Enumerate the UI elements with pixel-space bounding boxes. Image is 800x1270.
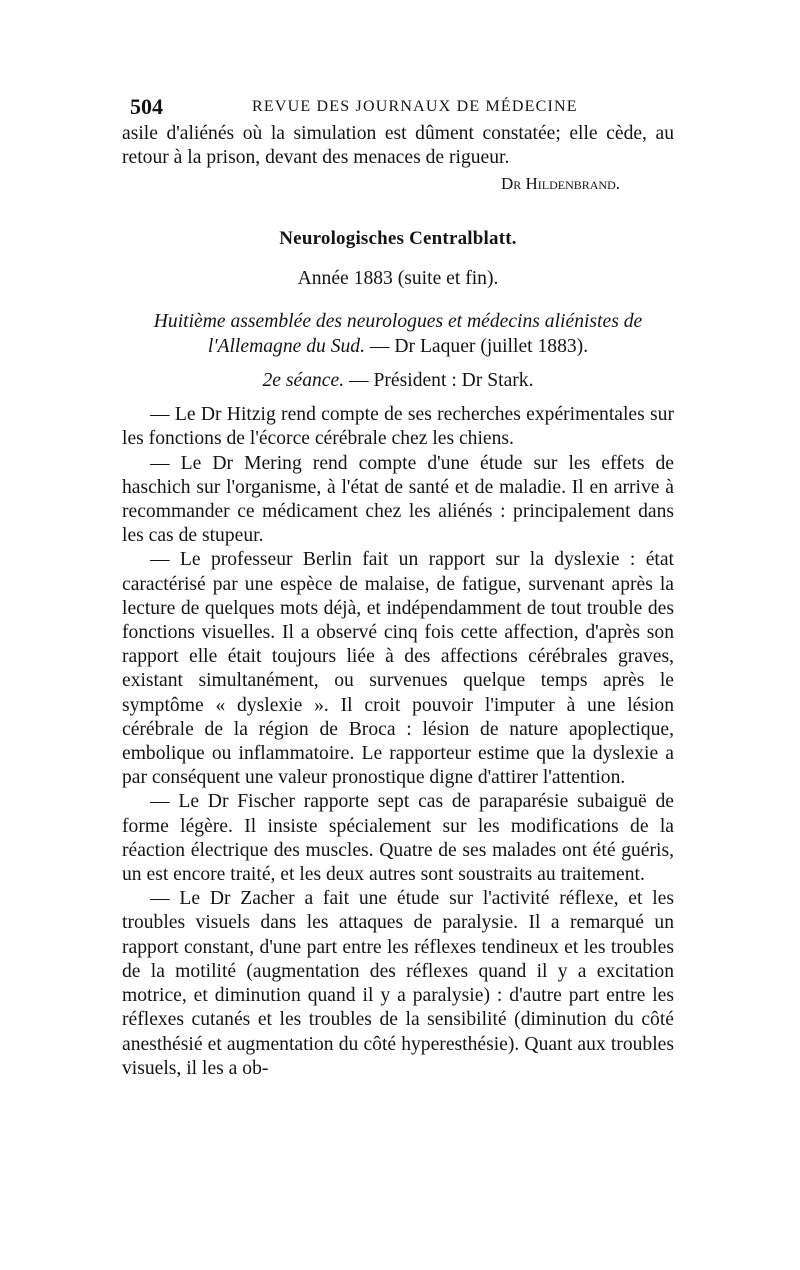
assembly-title: Huitième assemblée des neurologues et médecins aliénistes de l'Allemagne du Sud. — [153, 311, 643, 358]
session-president: — Président : Dr Stark. — [344, 370, 534, 392]
page-body — [122, 122, 674, 1081]
section-title: Neurologisches Centralblatt. — [279, 227, 517, 249]
previous-article-ending: asile d'aliénés où la simulation est dûment constatée; elle cède, au retour à la prison, devant des menaces de rigueur. — [122, 123, 674, 169]
previous-article-signature: Dr Hildenbrand. — [500, 174, 620, 194]
running-head — [130, 94, 674, 120]
paragraph-mering: — Le Dr Mering rend compte d'une étude sur les effets de haschich sur l'organisme, à l'état de santé et de maladie. Il en arrive à recommander ce médicament chez les aliénés : principalement dans les cas de stupeur. — [122, 452, 674, 547]
journal-title: REVUE DES JOURNAUX DE MÉDECINE — [252, 98, 578, 115]
assembly-reporter: — Dr Laquer (juillet 1883). — [365, 336, 589, 358]
assembly-heading — [122, 309, 674, 359]
paragraph-zacher: — Le Dr Zacher a fait une étude sur l'activité réflexe, et les troubles visuels dans les attaques de paralysie. Il a remarqué un rapport constant, d'une part entre les réflexes tendineux et les troubles de la motilité (augmentation des réflexes quand il y a excitation motrice, et diminution quand il y a paralysie) : d'autre part entre les réflexes cutanés et les troubles de la sensibilité (diminution du côté anesthésié et augmentation du côté hyperesthésie). Quant aux troubles visuels, il les a ob- — [122, 888, 674, 1079]
session-heading — [122, 369, 674, 393]
paragraph-hitzig: — Le Dr Hitzig rend compte de ses recherches expérimentales sur les fonctions de l'écorce cérébrale chez les chiens. — [122, 404, 674, 450]
session-number: 2e séance. — [262, 370, 345, 392]
paragraph-berlin: — Le professeur Berlin fait un rapport sur la dyslexie : état caractérisé par une espèce de malaise, de fatigue, survenant après la lecture de quelques mots déjà, et indépendamment de tout trouble des fonctions visuelles. Il a observé cinq fois cette affection, d'après son rapport elle était toujours liée à des affections cérébrales graves, existant simultanément, ou survenues quelque temps après le symptôme « dyslexie ». Il croit pouvoir l'imputer à une lésion cérébrale de la région de Broca : lésion de nature apoplectique, embolique ou inflammatoire. Le rapporteur estime que la dyslexie a par conséquent une valeur pronostique digne d'attirer l'attention. — [122, 549, 674, 789]
page-number: 504 — [130, 94, 163, 119]
paragraph-fischer: — Le Dr Fischer rapporte sept cas de paraparésie subaiguë de forme légère. Il insiste spécialement sur les modifications de la réaction électrique des muscles. Quatre de ses malades ont été guéris, un est encore traité, et les deux autres sont soustraits au traitement. — [122, 791, 674, 886]
section-year: Année 1883 (suite et fin). — [297, 267, 499, 289]
